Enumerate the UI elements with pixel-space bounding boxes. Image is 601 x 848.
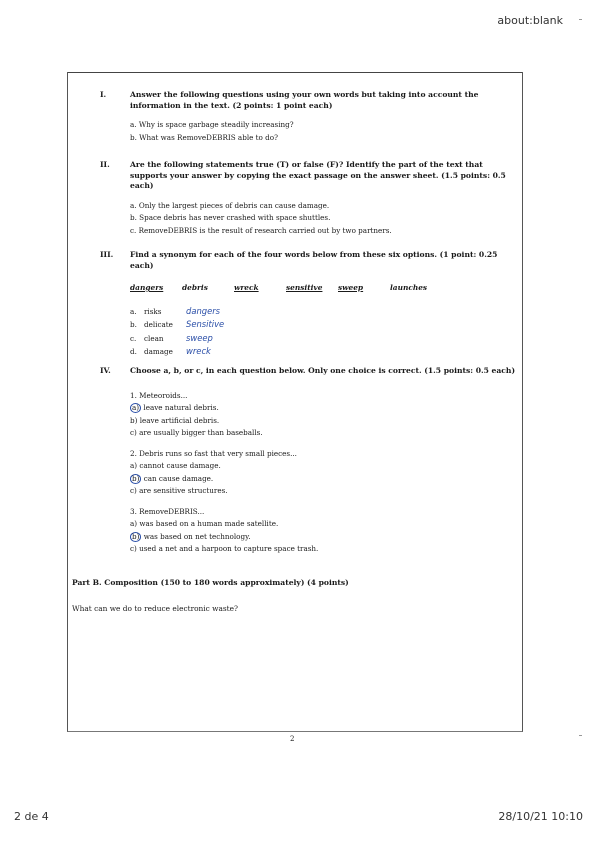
statement-item: a. Only the largest pieces of debris can cause damage.: [130, 200, 330, 210]
question-item: b. What was RemoveDEBRIS able to do?: [130, 132, 278, 142]
question-list: [130, 120, 518, 143]
mcq-option-c: c) used a net and a harpoon to capture space trash.: [130, 544, 319, 553]
mcq-option-a: a) cannot cause damage.: [130, 461, 221, 470]
question-item: a. Why is space garbage steadily increasing?: [130, 120, 294, 129]
handwritten-answer: wreck: [186, 346, 211, 356]
option-word: wreck: [234, 283, 259, 292]
section-number: II.: [100, 160, 110, 169]
handwritten-answer: dangers: [186, 305, 221, 316]
scan-mark: [579, 735, 582, 736]
option-word: sensitive: [286, 283, 323, 292]
mcq-option-a: a) was based on a human made satellite.: [130, 519, 279, 528]
handwritten-answer: Sensitive: [186, 319, 225, 329]
row-word: delicate: [144, 320, 173, 329]
row-word: risks: [144, 306, 162, 316]
section-number: IV.: [100, 366, 111, 375]
row-letter: d.: [130, 347, 137, 356]
option-word: debris: [182, 283, 208, 292]
option-word: dangers: [130, 283, 164, 292]
mcq-option-b: b) can cause damage.: [132, 473, 214, 483]
mcq-2: [130, 449, 518, 497]
statement-list: [130, 201, 518, 237]
section-heading: Are the following statements true (T) or false (F)? Identify the part of the text that supports your answer by copying the exact passage on the answer sheet. (1.5 points: 0.5 each): [130, 160, 506, 190]
section-1: [100, 90, 518, 145]
row-word: damage: [144, 347, 173, 356]
synonym-options: [130, 283, 518, 294]
section-heading: Answer the following questions using your own words but taking into account the information in the text. (2 points: 1 point each): [130, 90, 479, 110]
mcq-3: [130, 507, 518, 555]
synonym-row: [130, 319, 518, 331]
mcq-stem: 2. Debris runs so fast that very small pieces...: [130, 448, 297, 458]
browser-url: about:blank: [497, 14, 563, 27]
section-2: [100, 160, 518, 238]
mcq-1: [130, 391, 518, 439]
part-b-question: What can we do to reduce electronic waste?: [72, 604, 238, 613]
mcq-stem: 1. Meteoroids...: [130, 390, 188, 400]
section-heading: Find a synonym for each of the four words below from these six options. (1 point: 0.25 each): [130, 250, 498, 270]
mcq-option-c: c) are sensitive structures.: [130, 486, 228, 495]
mcq-stem: 3. RemoveDEBRIS...: [130, 506, 205, 516]
circled-answer-mark: a): [132, 403, 140, 412]
row-letter: a.: [130, 306, 137, 316]
circled-answer-mark: b): [132, 473, 140, 483]
section-3: [100, 250, 518, 360]
scan-mark: [579, 19, 582, 20]
statement-item: b. Space debris has never crashed with space shuttles.: [130, 213, 331, 222]
synonym-rows: [130, 306, 518, 358]
row-word: clean: [144, 333, 164, 343]
row-letter: c.: [130, 333, 137, 343]
option-word: sweep: [338, 283, 364, 292]
synonym-row: [130, 306, 518, 318]
page-count: 2 de 4: [14, 810, 49, 823]
synonym-row: [130, 333, 518, 345]
print-datetime: 28/10/21 10:10: [498, 810, 583, 823]
mcq-option-a: a) leave natural debris.: [132, 403, 219, 412]
mcq-option-c: c) are usually bigger than baseballs.: [130, 428, 263, 437]
part-b-heading: Part B. Composition (150 to 180 words approximately) (4 points): [72, 578, 349, 587]
handwritten-answer: sweep: [186, 332, 213, 343]
option-word: launches: [390, 283, 428, 292]
synonym-row: [130, 346, 518, 358]
section-heading: Choose a, b, or c, in each question below. Only one choice is correct. (1.5 points: 0.5 each): [130, 366, 516, 375]
row-letter: b.: [130, 320, 137, 329]
section-number: I.: [100, 90, 107, 99]
section-number: III.: [100, 250, 114, 259]
mcq-option-b: b) was based on net technology.: [132, 531, 251, 541]
circled-answer-mark: b): [132, 531, 140, 541]
mcq-option-b: b) leave artificial debris.: [130, 415, 220, 425]
statement-item: c. RemoveDEBRIS is the result of research carried out by two partners.: [130, 225, 392, 235]
page-number: 2: [290, 735, 295, 743]
section-4: [100, 366, 518, 557]
